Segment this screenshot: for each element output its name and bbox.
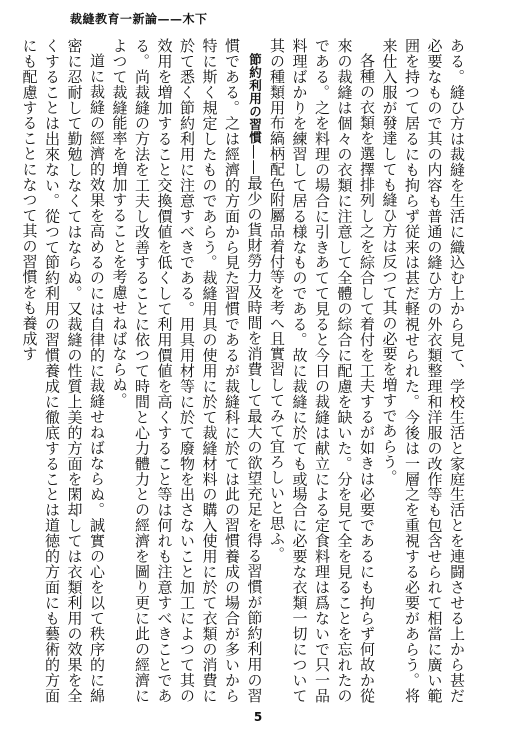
- body-text: [20, 38, 468, 703]
- paragraph-economy-habit: [108, 38, 266, 703]
- running-header: 裁縫教育一新論——木下: [70, 12, 208, 26]
- paragraph-sewing-methods: ある。縫ひ方は裁縫を生活に織込む上から見て、学校生活と家庭生活とを連闘させる上から甚だ必要なもので其の内容も普通の縫ひ方の外衣類整理和洋服の改作等も包含せられて相當に廣い範囲を持つて居るにも拘らず従来は甚だ軽視せられた。今後は一層之を重視する必要があらう。将来仕入服が發達しても縫ひ方は反つて其の必要を増すであらう。: [380, 38, 466, 703]
- page-number: 5: [253, 710, 263, 724]
- section-heading: 節約利用の習慣: [247, 53, 263, 145]
- section-paragraph-text: ——最少の貨財勞力及時間を消費して最大の欲望充足を得る習慣が節約利用の習慣である。之は經濟的方面から見た習慣であるが裁縫科に於ては此の習慣養成の場合が多いから特に斯く規定したものであらう。裁縫用具の使用に於て裁縫材料の購入使用に於て衣類の消費に於て悉く節約利用に注意すべきである。用具用材等に於て廢物を出さないこと加工によつて其の效用を増加すること交換價値を低くして利用價値を高くすること等は何れも注意すべきことである。尚裁縫の方法を工夫し改善することに依つて時間と心力體力との經濟を圖り更に此の經濟によつて裁縫能率を増加することを考慮せねばならぬ。: [110, 38, 264, 703]
- paragraph-clothing-coordination: 各種の衣類を選擇排列し之を綜合して着付を工夫するが如きは必要であるにも拘らず何故か從來の裁縫は個々の衣類に注意して全體の綜合に配慮を缺いた。分を見て全を見ることを忘れたのである。之を料理の場合に引きあてて見ると今日の裁縫は献立による定食料理は爲ないで只一品料理ばかりを練習して居る様なものである。故に裁縫に於ても或場合に必要な衣類一切について其の種類用布縞柄配色附屬品着付等を考へ且實習してみて宜ろしいと思ふ。: [268, 38, 376, 703]
- paragraph-economic-effect: 道に裁縫の經濟的效果を高めるのには自律的に裁縫せねばならぬ。誠實の心を以て秩序的に綿密に忍耐して勤勉しなくてはならぬ。又裁縫の性質上美的方面を閑却しては衣類利用の效果を全くすることは出來ない。從つて節約利用の習慣養成に徹底することは道徳的方面にも藝術的方面にも配慮することになつて其の習慣をも養成す: [20, 38, 106, 703]
